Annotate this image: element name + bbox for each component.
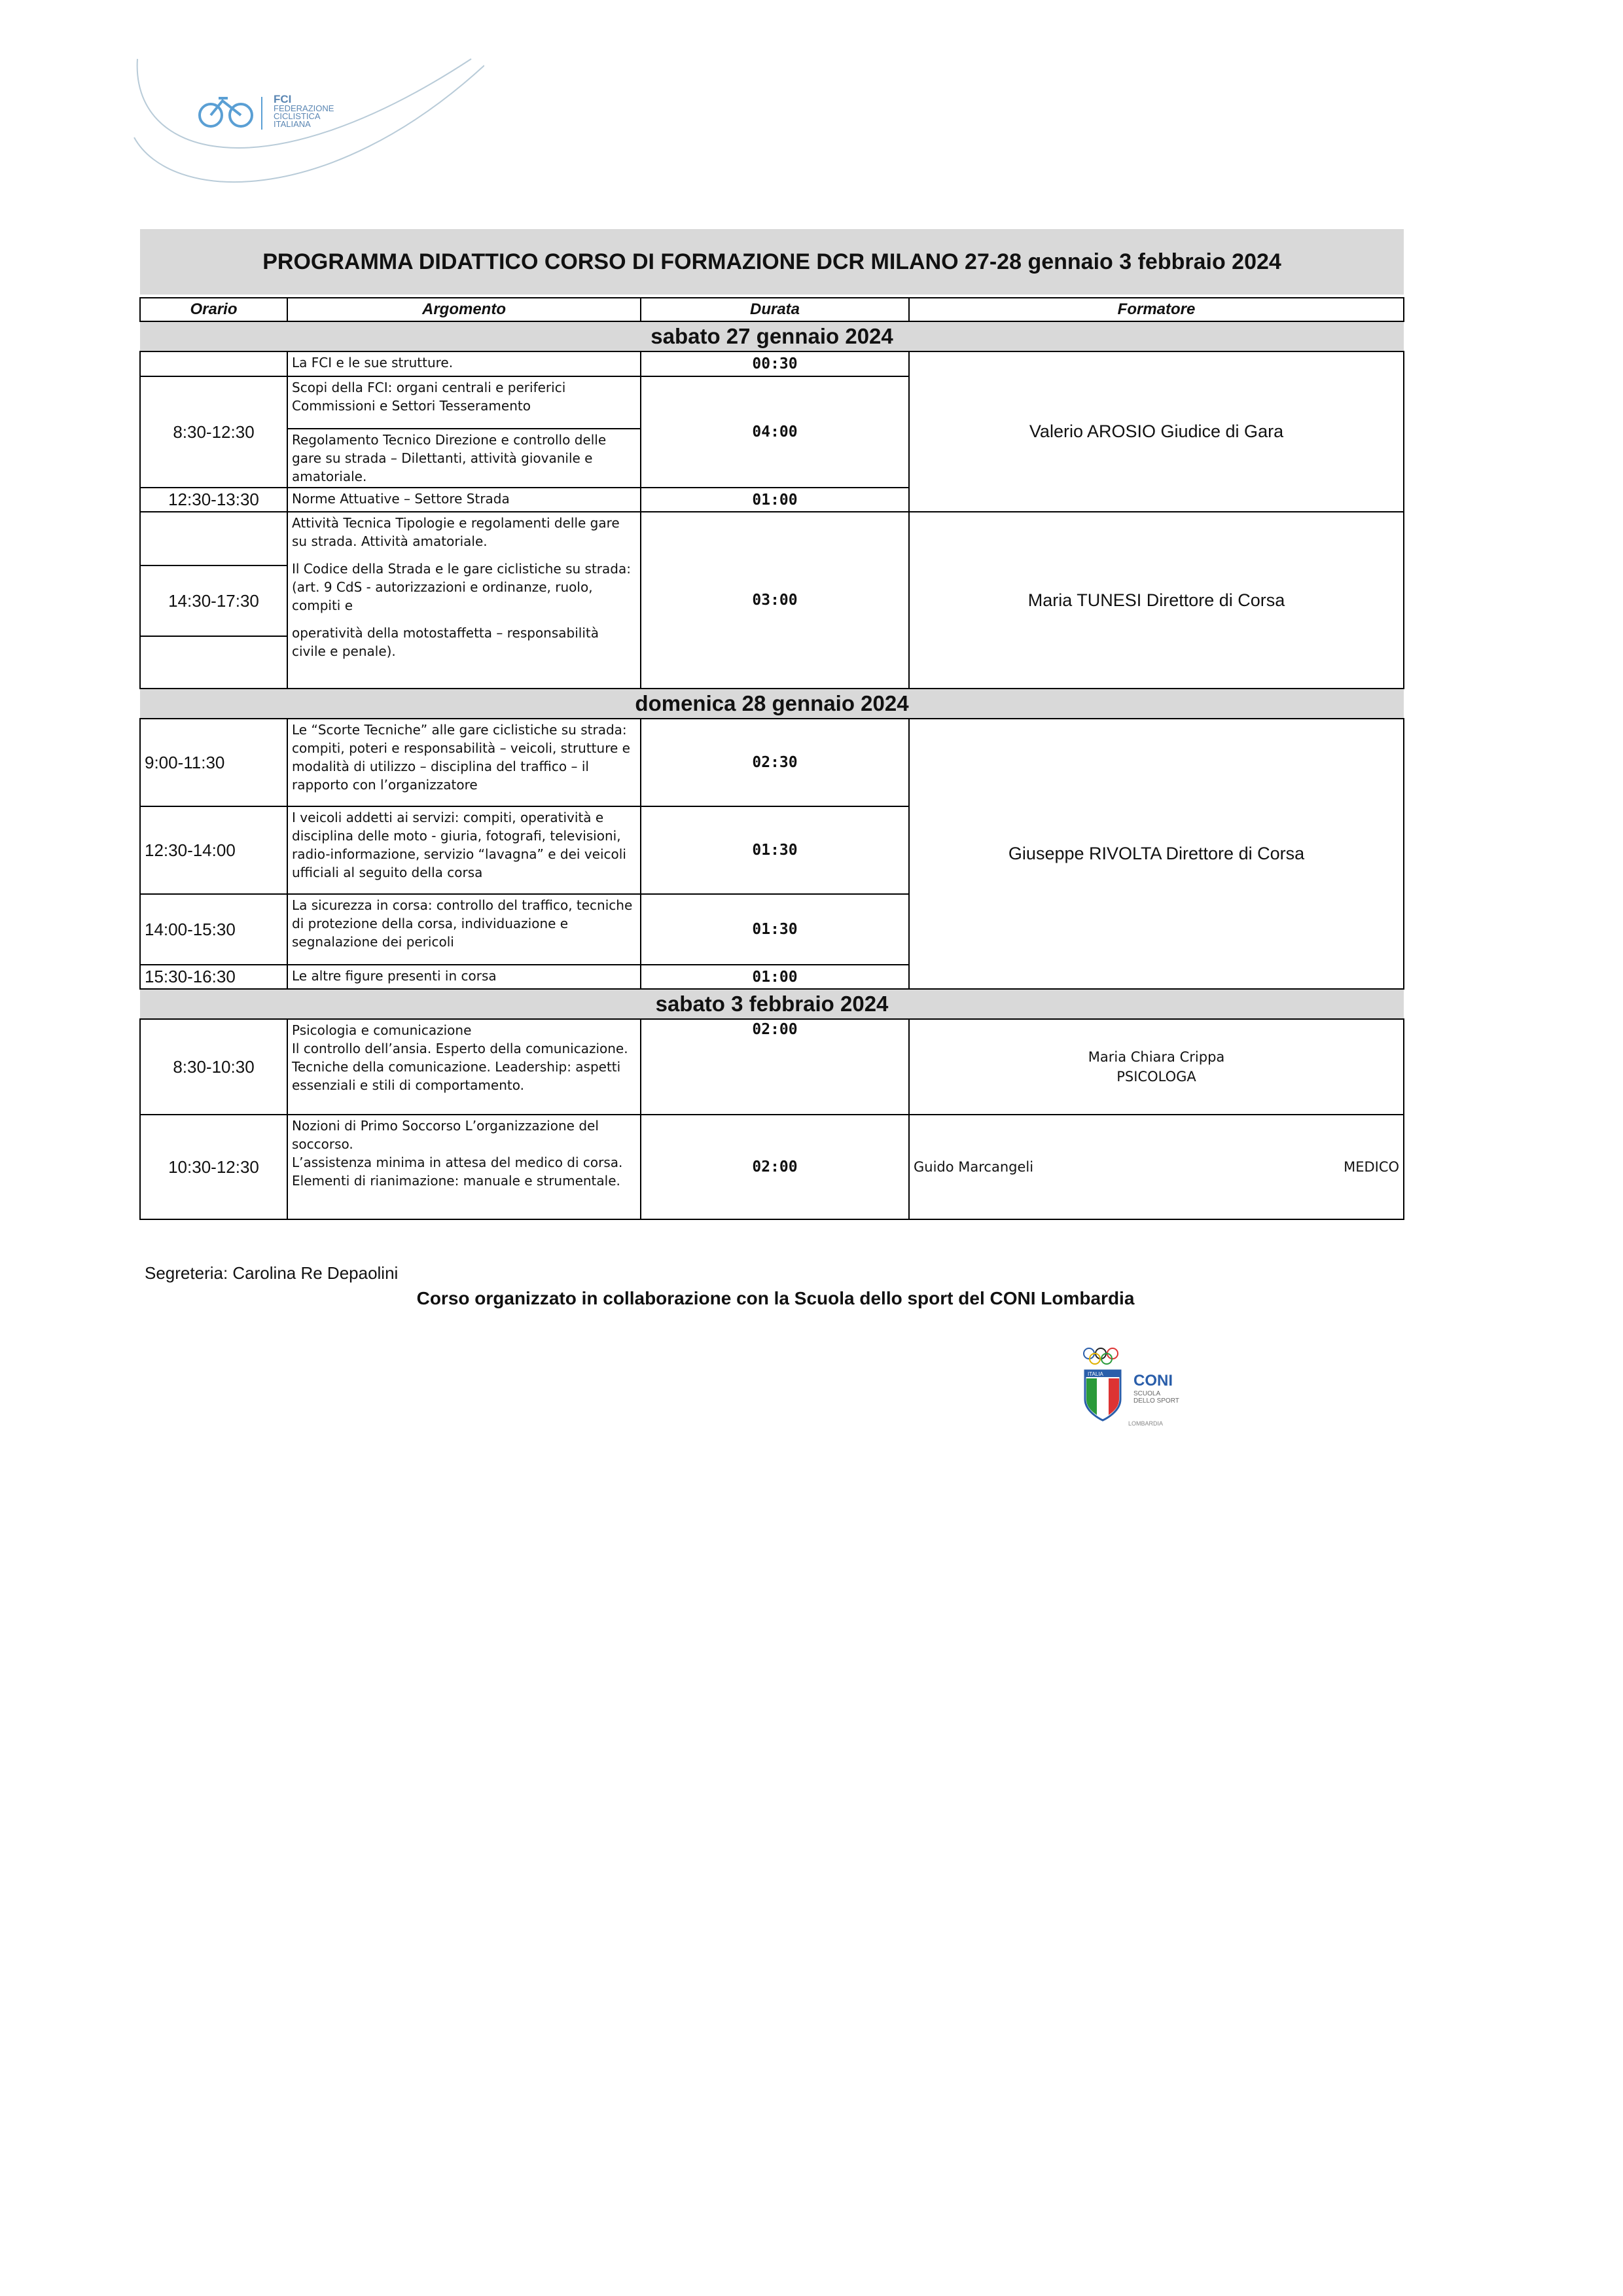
- fci-line1: FEDERAZIONE: [274, 103, 334, 113]
- coni-region: LOMBARDIA: [1128, 1420, 1164, 1427]
- orario-cell: [140, 351, 287, 376]
- durata-cell: 01:30: [641, 894, 909, 965]
- coni-word: CONI: [1133, 1372, 1173, 1390]
- formatore-name: Maria Chiara Crippa: [1088, 1049, 1225, 1065]
- orario-cell: 15:30-16:30: [140, 965, 287, 989]
- durata-cell: 01:00: [641, 965, 909, 989]
- coni-italia: ITALIA: [1088, 1371, 1103, 1377]
- argomento-cell: La FCI e le sue strutture.: [287, 351, 641, 376]
- argomento-cell: I veicoli addetti ai servizi: compiti, operatività e disciplina delle moto - giuria, fotografi, televisioni, radio-informazione, servizio “lavagna” e dei veicoli ufficiali al seguito della corsa: [287, 806, 641, 894]
- argomento-cell: La sicurezza in corsa: controllo del traffico, tecniche di protezione della corsa, individuazione e segnalazione dei pericoli: [287, 894, 641, 965]
- formatore-cell: [909, 1115, 1404, 1219]
- collaboration-note: Corso organizzato in collaborazione con la Scuola dello sport del CONI Lombardia: [416, 1288, 1135, 1308]
- document-title: PROGRAMMA DIDATTICO CORSO DI FORMAZIONE DCR MILANO 27-28 gennaio 3 febbraio 2024: [140, 229, 1404, 295]
- argomento-cell: Regolamento Tecnico Direzione e controllo delle gare su strada – Dilettanti, attività giovanile e amatoriale.: [287, 429, 641, 488]
- orario-cell: 12:30-13:30: [140, 488, 287, 512]
- coni-logo: [1081, 1347, 1212, 1432]
- argomento-cell: Norme Attuative – Settore Strada: [287, 488, 641, 512]
- header-formatore: Formatore: [909, 298, 1404, 321]
- argomento-cell: Le altre figure presenti in corsa: [287, 965, 641, 989]
- fci-logo: [131, 52, 484, 203]
- header-argomento: Argomento: [287, 298, 641, 321]
- fci-line3: ITALIANA: [274, 119, 311, 129]
- durata-cell: 02:30: [641, 719, 909, 806]
- day-heading: domenica 28 gennaio 2024: [140, 689, 1404, 719]
- segreteria-note: Segreteria: Carolina Re Depaolini: [145, 1263, 399, 1283]
- argomento-cell: Nozioni di Primo Soccorso L’organizzazione del soccorso. L’assistenza minima in attesa del medico di corsa. Elementi di rianimazione: manuale e strumentale.: [287, 1115, 641, 1219]
- durata-cell: 02:00: [641, 1019, 909, 1115]
- durata-cell: 01:00: [641, 488, 909, 512]
- argomento-cell: Le “Scorte Tecniche” alle gare ciclistiche su strada: compiti, poteri e responsabilità – veicoli, strutture e modalità di utilizzo – disciplina del traffico – il rapporto con l’organizzatore: [287, 719, 641, 806]
- argomento-cell: Attività Tecnica Tipologie e regolamenti delle gare su strada. Attività amatoriale. Il Codice della Strada e le gare ciclistiche su strada: (art. 9 CdS - autorizzazioni e ordinanze, ruolo, compiti e operatività della motostaffetta – responsabilità civile e penale).: [287, 512, 641, 689]
- formatore-cell: [909, 1019, 1404, 1115]
- durata-cell: 03:00: [641, 512, 909, 689]
- fci-abbr: FCI: [274, 93, 292, 105]
- formatore-name: Guido Marcangeli: [914, 1159, 1034, 1175]
- fci-line2: CICLISTICA: [274, 111, 321, 121]
- formatore-cell: Giuseppe RIVOLTA Direttore di Corsa: [909, 719, 1404, 989]
- durata-cell: 01:30: [641, 806, 909, 894]
- orario-cell: 14:00-15:30: [140, 894, 287, 965]
- argomento-cell: Scopi della FCI: organi centrali e periferici Commissioni e Settori Tesseramento: [287, 376, 641, 429]
- durata-cell: 00:30: [641, 351, 909, 376]
- formatore-role: PSICOLOGA: [1116, 1069, 1196, 1085]
- orario-cell: 10:30-12:30: [140, 1115, 287, 1219]
- orario-cell: 8:30-12:30: [140, 376, 287, 488]
- coni-sub: SCUOLA DELLO SPORT: [1133, 1390, 1179, 1405]
- orario-cell: 8:30-10:30: [140, 1019, 287, 1115]
- formatore-role: MEDICO: [1344, 1159, 1400, 1175]
- formatore-cell: Maria TUNESI Direttore di Corsa: [909, 512, 1404, 689]
- orario-cell: [140, 512, 287, 565]
- day-heading: sabato 3 febbraio 2024: [140, 989, 1404, 1019]
- durata-cell: 02:00: [641, 1115, 909, 1219]
- argomento-cell: Psicologia e comunicazione Il controllo dell’ansia. Esperto della comunicazione. Tecniche della comunicazione. Leadership: aspetti essenziali e stili di comportamento.: [287, 1019, 641, 1115]
- formatore-cell: Valerio AROSIO Giudice di Gara: [909, 351, 1404, 512]
- day-heading: sabato 27 gennaio 2024: [140, 321, 1404, 351]
- durata-cell: 04:00: [641, 376, 909, 488]
- orario-cell: 14:30-17:30: [140, 565, 287, 636]
- header-durata: Durata: [641, 298, 909, 321]
- program-table: [139, 229, 1404, 1220]
- orario-cell: 12:30-14:00: [140, 806, 287, 894]
- orario-cell: 9:00-11:30: [140, 719, 287, 806]
- orario-cell: [140, 636, 287, 689]
- header-orario: Orario: [140, 298, 287, 321]
